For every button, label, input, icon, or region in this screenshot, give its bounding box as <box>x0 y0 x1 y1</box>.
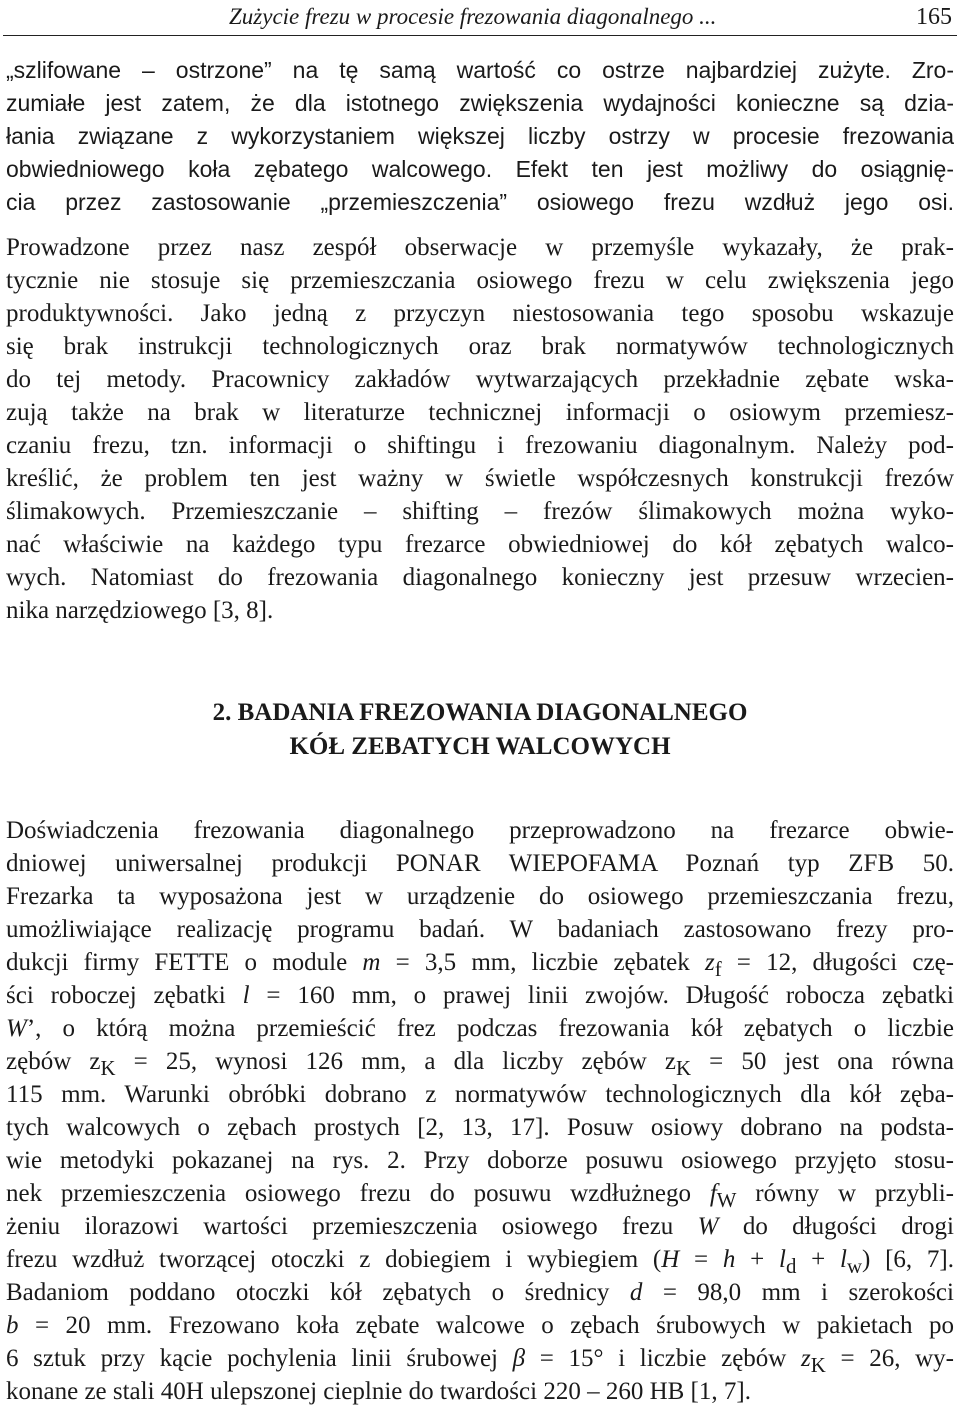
subscript: d <box>785 1254 797 1276</box>
text-run: ) [6, 7]. <box>862 1246 954 1273</box>
paragraph-3 <box>6 814 954 1408</box>
text-run: = 15° i liczbie zębów <box>525 1345 802 1372</box>
text-run: + <box>796 1246 841 1273</box>
text-line: wie metodyki pokazanej na rys. 2. Przy doborze posuwu osiowego przyjęto stosu- <box>6 1147 954 1174</box>
text-line: nika narzędziowego [3, 8]. <box>6 597 274 624</box>
text-line: konane ze stali 40H ulepszonej cieplnie do twardości 220 – 260 HB [1, 7]. <box>6 1378 751 1405</box>
text-line: Doświadczenia frezowania diagonalnego przeprowadzono na frezarce obwie- <box>6 817 954 844</box>
text-run: + <box>735 1246 780 1273</box>
header-rule <box>3 35 957 36</box>
subscript: w <box>846 1254 863 1276</box>
text-line <box>6 1243 954 1276</box>
text-run: frezu wzdłuż tworzącej otoczki z dobiegiem i wybiegiem ( <box>6 1246 662 1273</box>
subscript: K <box>675 1056 692 1078</box>
text-run: zębów z <box>6 1048 101 1075</box>
text-line <box>6 979 954 1012</box>
text-line: wych. Natomiast do frezowania diagonalnego konieczny jest przesuw wrzecien- <box>6 564 954 591</box>
text-run: nek przemieszczenia osiowego frezu do posuwu wzdłużnego <box>6 1180 710 1207</box>
text-line: cia przez zastosowanie „przemieszczenia” osiowego frezu wzdłuż jego osi. <box>6 189 954 215</box>
subscript: K <box>100 1056 116 1078</box>
text-run: = 3,5 mm, liczbie zębatek <box>380 949 705 976</box>
text-line: zumiałe jest zatem, że dla istotnego zwiększenia wydajności konieczne są dzia- <box>6 90 954 116</box>
text-line: tycznie nie stosuje się przemieszczania osiowego frezu w celu zwiększenia jego <box>6 267 954 294</box>
text-line: produktywności. Jako jedną z przyczyn niestosowania tego sposobu wskazuje <box>6 300 954 327</box>
text-line <box>6 1276 954 1309</box>
subscript: W <box>716 1188 737 1210</box>
text-line: czaniu frezu, tzn. informacji o shiftingu i frezowaniu diagonalnym. Należy pod- <box>6 432 954 459</box>
subscript: f <box>714 957 722 979</box>
symbol-z: z <box>801 1345 811 1372</box>
text-line: Prowadzone przez nasz zespół obserwacje w przemyśle wykazały, że prak- <box>6 234 954 261</box>
text-run: ’, o którą można przemieścić frez podczas frezowania kół zębatych o liczbie <box>26 1015 954 1042</box>
symbol-W: W <box>697 1213 719 1240</box>
symbol-l: l <box>840 1246 847 1273</box>
symbol-l: l <box>779 1246 786 1273</box>
text-run: równy w przybli- <box>736 1180 954 1207</box>
symbol-h: h <box>722 1246 736 1273</box>
text-line: umożliwiające realizację programu badań. W badaniach zastosowano frezy pro- <box>6 916 954 943</box>
text-run: żeniu ilorazowi wartości przemieszczenia osiowego frezu <box>6 1213 698 1240</box>
text-line: nać właściwie na każdego typu frezarce obwiedniowej do kół zębatych walco- <box>6 531 954 558</box>
text-run: dukcji firmy FETTE o module <box>6 949 363 976</box>
section-heading-line-1: 2. BADANIA FREZOWANIA DIAGONALNEGO <box>212 699 748 726</box>
running-header <box>0 0 960 36</box>
symbol-W: W <box>6 1015 27 1042</box>
text-run: z <box>664 1048 676 1075</box>
symbol-beta: β <box>512 1345 526 1372</box>
text-line <box>6 1012 954 1045</box>
text-run: 6 sztuk przy kącie pochylenia linii śrubowej <box>6 1345 513 1372</box>
symbol-b: b <box>6 1312 19 1339</box>
subscript: K <box>810 1353 826 1375</box>
text-line <box>6 1045 954 1078</box>
section-heading-line-2: KÓŁ ZEBATYCH WALCOWYCH <box>289 733 671 760</box>
text-line: Frezarka ta wyposażona jest w urządzenie do osiowego przemieszczania frezu, <box>6 883 954 910</box>
text-line <box>6 946 954 979</box>
text-line: zują także na brak w literaturze technicznej informacji o osiowym przemiesz- <box>6 399 954 426</box>
text-line: się brak instrukcji technologicznych oraz brak normatywów technologicznych <box>6 333 954 360</box>
symbol-d: d <box>629 1279 643 1306</box>
text-run: = 98,0 mm i szerokości <box>642 1279 954 1306</box>
text-line: obwiedniowego koła zębatego walcowego. Efekt ten jest możliwy do osiągnię- <box>6 156 954 182</box>
text-line: „szlifowane – ostrzone” na tę samą wartość co ostrze najbardziej zużyte. Zro- <box>6 57 954 83</box>
text-run: = 160 mm, o prawej linii zwojów. Długość robocza zębatki <box>249 982 954 1009</box>
text-line <box>6 1309 954 1342</box>
text-run: do długości drogi <box>718 1213 954 1240</box>
text-line: łania związane z wykorzystaniem większej liczby ostrzy w procesie frezowania <box>6 123 954 149</box>
text-run: ści roboczej zębatki <box>6 982 243 1009</box>
text-line: do tej metody. Pracownicy zakładów wytwarzających przekładnie zębate wska- <box>6 366 954 393</box>
text-run: = 20 mm. Frezowano koła zębate walcowe o zębach śrubowych w pakietach po <box>18 1312 954 1339</box>
text-line <box>6 1210 954 1243</box>
text-run: = <box>679 1246 723 1273</box>
paragraph-1 <box>6 54 954 219</box>
text-run: = 12, długości czę- <box>721 949 954 976</box>
symbol-z: z <box>704 949 715 976</box>
running-title: Zużycie frezu w procesie frezowania diagonalnego ... <box>229 4 717 29</box>
symbol-f: f <box>709 1180 717 1207</box>
text-line <box>6 1177 954 1210</box>
text-line: tych walcowych o zębach prostych [2, 13, 17]. Posuw osiowy dobrano na podsta- <box>6 1114 954 1141</box>
symbol-m: m <box>362 949 381 976</box>
text-line <box>6 1342 954 1375</box>
text-run: = 25, wynosi 126 mm, a dla liczby zębów <box>115 1048 665 1075</box>
paragraph-2 <box>6 231 954 627</box>
text-run: = 26, wy- <box>825 1345 954 1372</box>
symbol-H: H <box>661 1246 680 1273</box>
text-run: Badaniom poddano otoczki kół zębatych o średnicy <box>6 1279 630 1306</box>
page-number: 165 <box>916 4 952 30</box>
symbol-l: l <box>242 982 250 1009</box>
text-line: dniowej uniwersalnej produkcji PONAR WIEPOFAMA Poznań typ ZFB 50. <box>6 850 954 877</box>
text-line: 115 mm. Warunki obróbki dobrano z normatywów technologicznych dla kół zęba- <box>6 1081 954 1108</box>
text-line: kreślić, że problem ten jest ważny w świetle współczesnych konstrukcji frezów <box>6 465 954 492</box>
text-line: ślimakowych. Przemieszczanie – shifting – frezów ślimakowych można wyko- <box>6 498 954 525</box>
text-run: = 50 jest ona równa <box>691 1048 954 1075</box>
